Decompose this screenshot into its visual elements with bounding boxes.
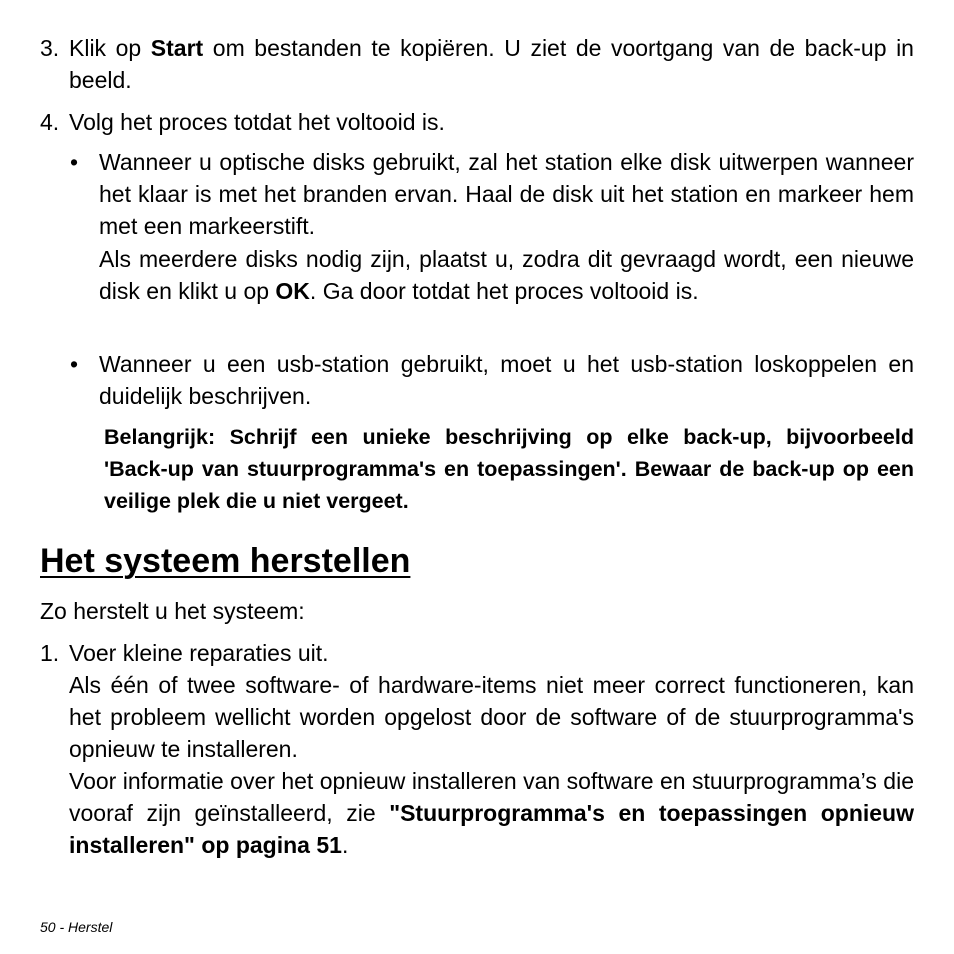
step-1-cross-reference: "Stuurprogramma's en toepassingen opnieuw installeren" op pagina 51	[69, 800, 914, 858]
bullet-1-symbol: •	[70, 149, 79, 175]
important-note: Belangrijk: Schrijf een unieke beschrijving op elke back-up, bijvoorbeeld 'Back-up van stuurprogramma's en toepassingen'. Bewaar de back-up op een veilige plek die u niet vergeet.	[104, 425, 914, 513]
bullet-1-para-2-a: Als meerdere disks nodig zijn, plaatst u, zodra dit gevraagd wordt, een nieuwe disk en klikt u op	[99, 246, 914, 304]
step-4-number: 4.	[40, 109, 60, 135]
step-1-number: 1.	[40, 640, 60, 666]
section-heading: Het systeem herstellen	[40, 542, 411, 580]
bullet-2-symbol: •	[70, 351, 79, 377]
step-4-text: Volg het proces totdat het voltooid is.	[69, 109, 445, 135]
step-3-text	[69, 32, 914, 96]
bullet-1-bold-ok: OK	[275, 278, 310, 304]
step-1-title: Voer kleine reparaties uit.	[69, 640, 329, 666]
page-footer: 50 - Herstel	[40, 919, 113, 935]
bullet-2-text: Wanneer u een usb-station gebruikt, moet u het usb-station loskoppelen en duidelijk beschrijven.	[99, 351, 914, 409]
step-3-number: 3.	[40, 35, 60, 61]
step-1-para-1: Als één of twee software- of hardware-items niet meer correct functioneren, kan het probleem wellicht worden opgelost door de software of de stuurprogramma's opnieuw te installeren.	[69, 672, 914, 762]
bullet-1-para-1: Wanneer u optische disks gebruikt, zal het station elke disk uitwerpen wanneer het klaar is met het branden ervan. Haal de disk uit het station en markeer hem met een markeerstift.	[99, 149, 914, 239]
step-3-text-a: Klik op	[69, 35, 151, 61]
bullet-1-para-2	[99, 243, 914, 307]
step-1-para-2	[69, 765, 914, 861]
step-1-para-2-b: .	[341, 832, 349, 858]
section-intro: Zo herstelt u het systeem:	[40, 598, 305, 624]
bullet-1-para-2-b: . Ga door totdat het proces voltooid is.	[309, 278, 699, 304]
step-3-text-b: om bestanden te kopiëren. U ziet de voortgang van de back-up in beeld.	[69, 35, 914, 93]
step-1-para-2-a: Voor informatie over het opnieuw installeren van software en stuurprogramma’s die vooraf zijn geïnstalleerd, zie	[69, 768, 914, 826]
step-3-bold-start: Start	[150, 35, 204, 61]
